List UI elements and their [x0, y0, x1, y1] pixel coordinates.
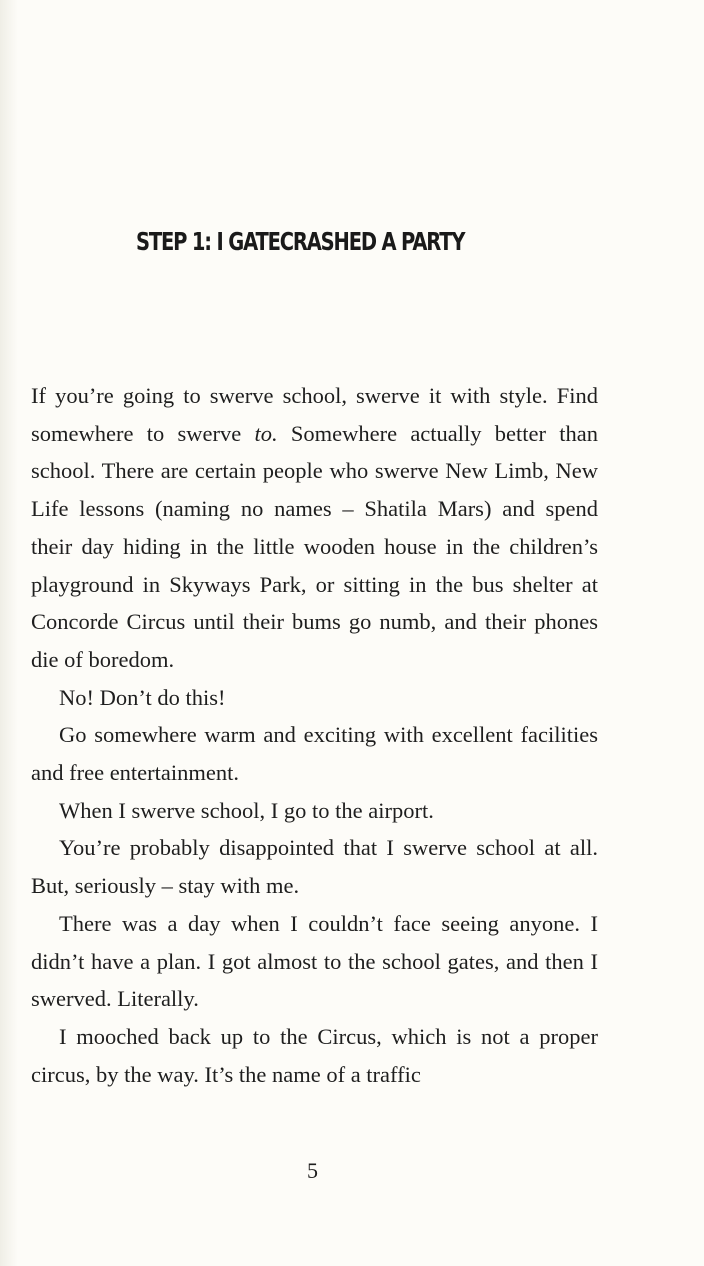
paragraph-5: You’re probably disappointed that I swerve school at all. But, seriously – stay with me. [31, 835, 598, 899]
paragraph-2: No! Don’t do this! [59, 684, 226, 710]
paragraph-4: When I swerve school, I go to the airport. [59, 797, 434, 823]
chapter-body [31, 377, 598, 1093]
paragraph-1-text-start: If you’re going to swerve school, swerve it with style. Find somewhere to swerve [31, 383, 598, 446]
paragraph-1-emphasis: to. [254, 420, 278, 446]
paragraph-7: I mooched back up to the Circus, which is not a proper circus, by the way. It’s the name of a traffic [31, 1023, 598, 1087]
paragraph-6: There was a day when I couldn’t face seeing anyone. I didn’t have a plan. I got almost to the school gates, and then I swerved. Literally. [31, 910, 598, 1012]
paragraph-3: Go somewhere warm and exciting with excellent facilities and free entertainment. [31, 722, 598, 786]
page-number: 5 [307, 1158, 318, 1183]
paragraph-1 [31, 377, 598, 679]
chapter-title: STEP 1: I GATECRASHED A PARTY [136, 227, 465, 256]
paragraph-1-text-end: Somewhere actually better than school. There are certain people who swerve New Limb, New Life lessons (naming no names – Shatila Mars) and spend their day hiding in the little wooden house in the children’s playground in Skyways Park, or sitting in the bus shelter at Concorde Circus until their bums go numb, and their phones die of boredom. [31, 420, 598, 672]
